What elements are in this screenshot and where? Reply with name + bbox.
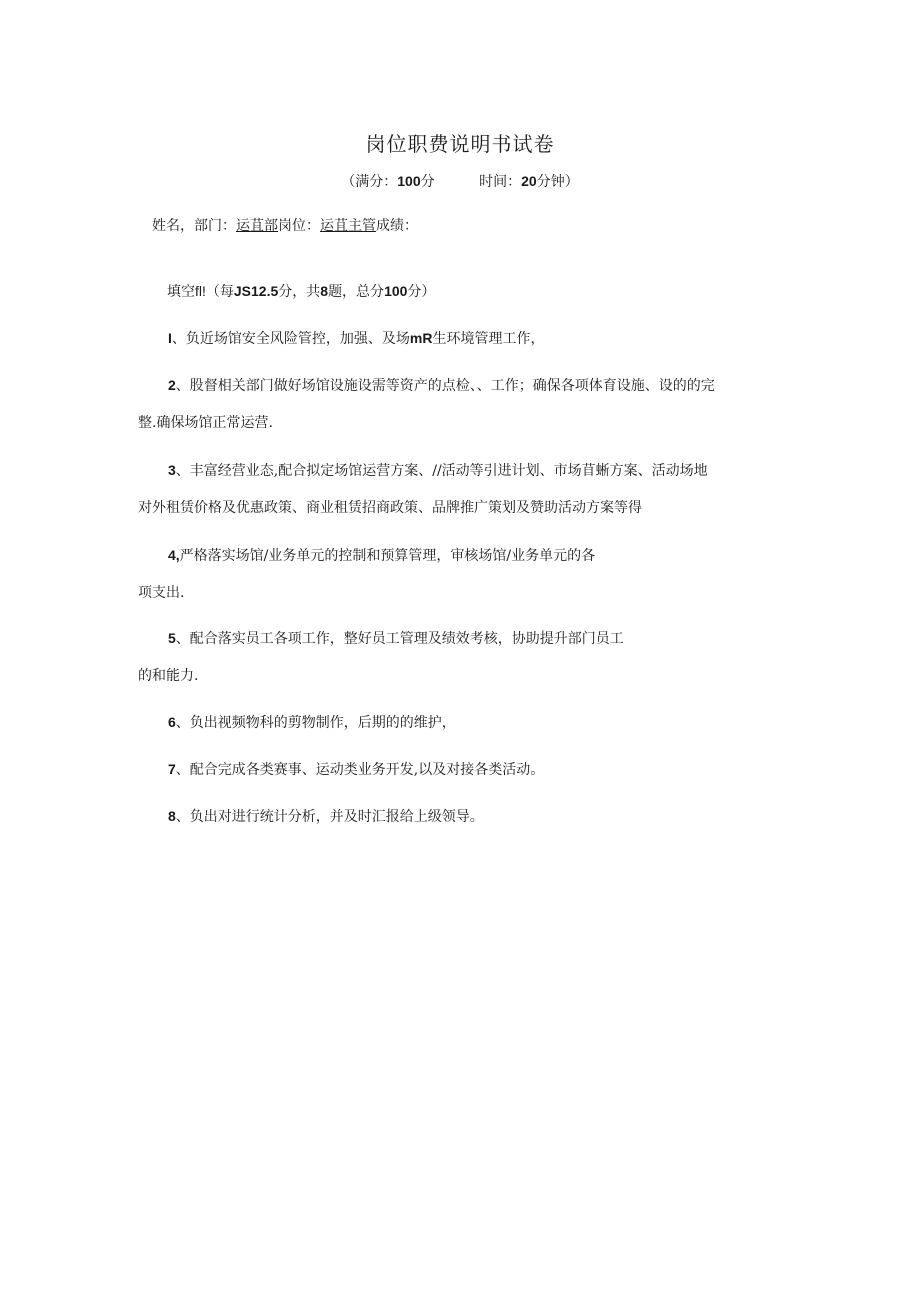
question-continuation: 的和能力.: [138, 668, 199, 684]
question-item: [138, 320, 798, 358]
question-text: 、股督相关部门做好场馆设施设需等资产的点检、、工作；确保各项体育设施、设的的完: [175, 378, 715, 394]
score-label: 成绩：: [376, 218, 418, 234]
question-line: [138, 320, 798, 358]
question-continuation: 对外租赁价格及优惠政策、商业租赁招商政策、品牌推广策划及赞助活动方案等得: [138, 500, 642, 516]
question-line: [138, 452, 798, 490]
question-item: [138, 751, 798, 789]
section-heading: [167, 281, 435, 301]
time-value: 20: [521, 173, 537, 189]
question-item: [138, 452, 798, 527]
section-mid-1: 分，共: [278, 283, 321, 299]
question-item: [138, 620, 798, 695]
question-line: [138, 704, 798, 742]
question-text: 、负近场馆安全风险管控，加强、及场: [171, 331, 410, 347]
question-number: 5: [168, 630, 176, 646]
score-unit: 分: [420, 174, 435, 190]
question-continuation: 项支出.: [138, 585, 185, 601]
question-item: [138, 367, 798, 442]
question-item: [138, 798, 798, 836]
subtitle-prefix: （满分：: [341, 174, 398, 190]
question-item: [138, 704, 798, 742]
question-number: 4,: [168, 547, 180, 563]
question-number: 7: [168, 761, 176, 777]
section-prefix: 填空fl!（每: [167, 283, 234, 299]
question-text-rest: 生环境管理工作，: [432, 331, 545, 347]
full-score: 100: [397, 173, 421, 189]
candidate-info: [152, 215, 418, 235]
section-bold-2: 8: [320, 283, 329, 299]
question-number: 8: [168, 808, 176, 824]
question-number: 2: [168, 377, 176, 393]
question-continuation: 整.确保场馆正常运营.: [138, 415, 273, 431]
question-line: [138, 620, 798, 658]
question-text: 、负出视频物科的剪物制作，后期的的维护，: [175, 715, 456, 731]
section-bold-1: JS12.5: [233, 283, 279, 299]
question-line: [138, 367, 798, 405]
question-number: 3: [168, 462, 176, 478]
section-suffix: 分）: [407, 283, 436, 299]
document-title: 岗位职费说明书试卷: [365, 132, 555, 156]
section-bold-3: 100: [384, 283, 408, 299]
question-bold-text: mR: [409, 330, 433, 346]
question-number: 6: [168, 714, 176, 730]
question-line: [138, 751, 798, 789]
name-label: 姓名，部门：: [152, 218, 236, 234]
section-mid-2: 题，总分: [328, 283, 385, 299]
question-text: 严格落实场馆/业务单元的控制和预算管理，审核场馆/业务单元的各: [179, 548, 596, 564]
question-line: [138, 537, 798, 575]
question-text: 、配合落实员工各项工作，整好员工管理及绩效考核，协助提升部门员工: [175, 631, 624, 647]
time-label: 时间：: [479, 174, 522, 190]
question-number: I: [168, 330, 172, 346]
question-text: 、负出对进行统计分析，并及时汇报给上级领导。: [175, 809, 484, 825]
department-value: 运苴部: [236, 218, 278, 234]
time-unit: 分钟）: [536, 174, 579, 190]
position-label: 岗位：: [278, 218, 320, 234]
position-value: 运苴主管: [320, 218, 376, 234]
question-text: 、丰富经营业态,配合拟定场馆运营方案、//活动等引进计划、市场苜蜥方案、活动场地: [175, 463, 708, 479]
question-line: [138, 798, 798, 836]
exam-meta: [0, 171, 920, 191]
question-item: [138, 537, 798, 612]
question-text: 、配合完成各类赛事、运动类业务开发,以及对接各类活动。: [175, 762, 545, 778]
